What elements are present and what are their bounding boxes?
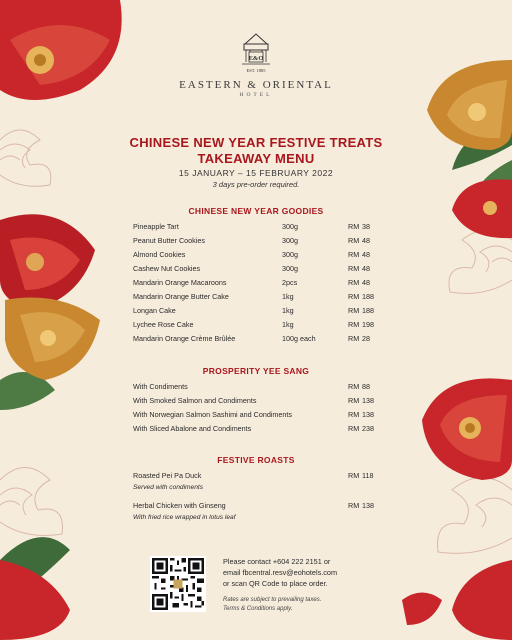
fine-print bbox=[223, 596, 321, 613]
brand-sub: HOTEL bbox=[239, 92, 273, 98]
menu-item bbox=[0, 395, 512, 407]
item-name: Longan Cake bbox=[133, 306, 176, 315]
item-name: Mandarin Orange Butter Cake bbox=[133, 292, 229, 301]
item-name: Pineapple Tart bbox=[133, 222, 179, 231]
item-name: With Condiments bbox=[133, 382, 188, 391]
fine-print-taxes: Rates are subject to prevailing taxes. bbox=[223, 597, 322, 603]
currency: RM bbox=[348, 292, 360, 301]
item-note: Served with condiments bbox=[133, 484, 204, 491]
fine-print-terms: Terms & Conditions apply. bbox=[223, 605, 293, 612]
item-price bbox=[348, 277, 378, 289]
item-price bbox=[348, 423, 378, 435]
price-value: 48 bbox=[362, 250, 370, 259]
contact-email[interactable]: email fbcentral.resv@eohotels.com bbox=[223, 568, 338, 577]
contact-phone[interactable]: Please contact +604 222 2151 or bbox=[223, 557, 331, 566]
currency: RM bbox=[348, 396, 360, 405]
item-name: Lychee Rose Cake bbox=[133, 320, 194, 329]
menu-item bbox=[0, 249, 512, 261]
menu-item bbox=[0, 423, 512, 435]
item-price bbox=[348, 333, 378, 345]
item-qty: 1kg bbox=[282, 306, 294, 315]
currency: RM bbox=[348, 264, 360, 273]
menu-item bbox=[0, 291, 512, 303]
menu-item bbox=[0, 470, 512, 482]
item-qty: 300g bbox=[282, 250, 298, 259]
menu-item bbox=[0, 305, 512, 317]
price-value: 138 bbox=[362, 410, 374, 419]
currency: RM bbox=[348, 382, 360, 391]
hotel-logo bbox=[0, 30, 512, 98]
menu-item bbox=[0, 333, 512, 345]
item-qty: 100g each bbox=[282, 334, 316, 343]
price-value: 238 bbox=[362, 424, 374, 433]
currency: RM bbox=[348, 306, 360, 315]
menu-item bbox=[0, 277, 512, 289]
item-price bbox=[348, 381, 378, 393]
item-name: Cashew Nut Cookies bbox=[133, 264, 201, 273]
item-price bbox=[348, 235, 378, 247]
item-name: With Sliced Abalone and Condiments bbox=[133, 424, 252, 433]
price-value: 38 bbox=[362, 222, 370, 231]
item-name: Herbal Chicken with Ginseng bbox=[133, 501, 226, 510]
item-qty: 300g bbox=[282, 222, 298, 231]
item-price bbox=[348, 291, 378, 303]
section-title-roasts: FESTIVE ROASTS bbox=[217, 455, 295, 465]
currency: RM bbox=[348, 424, 360, 433]
item-qty: 300g bbox=[282, 264, 298, 273]
price-value: 188 bbox=[362, 306, 374, 315]
menu-title bbox=[0, 135, 512, 167]
menu-item bbox=[0, 381, 512, 393]
poppy-right-bottom bbox=[402, 560, 512, 640]
item-price bbox=[348, 409, 378, 421]
item-name: Mandarin Orange Macaroons bbox=[133, 278, 227, 287]
currency: RM bbox=[348, 236, 360, 245]
section-title-goodies: CHINESE NEW YEAR GOODIES bbox=[188, 206, 324, 216]
crest-est: EST. 1885 bbox=[246, 68, 266, 73]
currency: RM bbox=[348, 471, 360, 480]
menu-item bbox=[0, 319, 512, 331]
price-value: 48 bbox=[362, 236, 370, 245]
item-price bbox=[348, 305, 378, 317]
contact-info bbox=[223, 556, 337, 589]
preorder-note: 3 days pre-order required. bbox=[212, 180, 300, 189]
item-price bbox=[348, 319, 378, 331]
item-price bbox=[348, 221, 378, 233]
price-value: 88 bbox=[362, 382, 370, 391]
promo-dates: 15 JANUARY – 15 FEBRUARY 2022 bbox=[178, 168, 334, 178]
currency: RM bbox=[348, 278, 360, 287]
item-price bbox=[348, 500, 378, 512]
item-name: With Smoked Salmon and Condiments bbox=[133, 396, 257, 405]
menu-item bbox=[0, 409, 512, 421]
currency: RM bbox=[348, 410, 360, 419]
qr-code-icon[interactable] bbox=[150, 556, 206, 612]
crest-monogram: E&O bbox=[248, 55, 264, 62]
price-value: 118 bbox=[362, 471, 374, 480]
brand-name: EASTERN & ORIENTAL bbox=[179, 79, 333, 91]
currency: RM bbox=[348, 222, 360, 231]
section-title-yee-sang: PROSPERITY YEE SANG bbox=[202, 366, 310, 376]
item-price bbox=[348, 395, 378, 407]
price-value: 188 bbox=[362, 292, 374, 301]
item-name: Peanut Butter Cookies bbox=[133, 236, 205, 245]
price-value: 198 bbox=[362, 320, 374, 329]
item-price bbox=[348, 470, 378, 482]
menu-item bbox=[0, 235, 512, 247]
item-price bbox=[348, 249, 378, 261]
menu-title-line2: TAKEAWAY MENU bbox=[197, 151, 315, 166]
menu-title-line1: CHINESE NEW YEAR FESTIVE TREATS bbox=[129, 135, 383, 150]
price-value: 138 bbox=[362, 396, 374, 405]
hotel-crest-icon bbox=[239, 30, 273, 76]
price-value: 48 bbox=[362, 278, 370, 287]
currency: RM bbox=[348, 501, 360, 510]
menu-item bbox=[0, 221, 512, 233]
item-qty: 1kg bbox=[282, 292, 294, 301]
contact-qr-instruction: or scan QR Code to place order. bbox=[223, 579, 328, 588]
price-value: 48 bbox=[362, 264, 370, 273]
item-name: Almond Cookies bbox=[133, 250, 186, 259]
item-name: Roasted Pei Pa Duck bbox=[133, 471, 202, 480]
currency: RM bbox=[348, 250, 360, 259]
currency: RM bbox=[348, 320, 360, 329]
menu-item bbox=[0, 500, 512, 512]
item-price bbox=[348, 263, 378, 275]
item-name: With Norwegian Salmon Sashimi and Condiments bbox=[133, 410, 292, 419]
item-name: Mandarin Orange Crème Brûlée bbox=[133, 334, 236, 343]
menu-item bbox=[0, 263, 512, 275]
price-value: 28 bbox=[362, 334, 370, 343]
item-qty: 2pcs bbox=[282, 278, 298, 287]
item-note: With fried rice wrapped in lotus leaf bbox=[133, 514, 236, 521]
currency: RM bbox=[348, 334, 360, 343]
item-qty: 1kg bbox=[282, 320, 294, 329]
item-qty: 300g bbox=[282, 236, 298, 245]
price-value: 138 bbox=[362, 501, 374, 510]
